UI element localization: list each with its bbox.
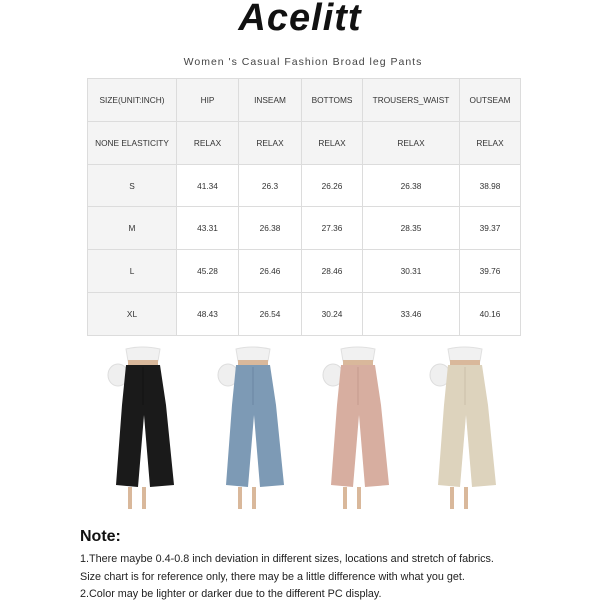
table-cell: 41.34 bbox=[177, 164, 239, 207]
header-hip: HIP bbox=[177, 79, 239, 122]
size-cell: M bbox=[88, 207, 177, 250]
note-line-2: Size chart is for reference only, there may be a little difference with what you get. bbox=[80, 571, 465, 583]
table-cell: 26.54 bbox=[239, 293, 302, 336]
elasticity-hip: RELAX bbox=[177, 121, 239, 164]
table-cell: 48.43 bbox=[177, 293, 239, 336]
table-elasticity-row bbox=[88, 121, 521, 164]
pants-shape bbox=[331, 365, 389, 487]
table-cell: 27.36 bbox=[302, 207, 363, 250]
table-cell: 30.31 bbox=[363, 250, 460, 293]
table-cell: 28.35 bbox=[363, 207, 460, 250]
size-chart-table bbox=[87, 78, 521, 336]
elasticity-inseam: RELAX bbox=[239, 121, 302, 164]
table-cell: 38.98 bbox=[460, 164, 521, 207]
note-line-1: 1.There maybe 0.4-0.8 inch deviation in different sizes, locations and stretch of fabrics. bbox=[80, 553, 494, 565]
pants-photo-khaki bbox=[420, 345, 508, 515]
product-subtitle: Women 's Casual Fashion Broad leg Pants bbox=[183, 56, 423, 68]
table-cell: 28.46 bbox=[302, 250, 363, 293]
note-line-3: 2.Color may be lighter or darker due to the different PC display. bbox=[80, 588, 382, 600]
pants-shape bbox=[116, 365, 174, 487]
size-cell: S bbox=[88, 164, 177, 207]
elasticity-waist: RELAX bbox=[363, 121, 460, 164]
table-row bbox=[88, 207, 521, 250]
table-row bbox=[88, 250, 521, 293]
table-cell: 26.26 bbox=[302, 164, 363, 207]
product-photos bbox=[90, 345, 510, 520]
table-cell: 26.38 bbox=[239, 207, 302, 250]
size-cell: L bbox=[88, 250, 177, 293]
header-trousers-waist: TROUSERS_WAIST bbox=[363, 79, 460, 122]
table-cell: 26.38 bbox=[363, 164, 460, 207]
header-size: SIZE(UNIT:INCH) bbox=[88, 79, 177, 122]
header-bottoms: BOTTOMS bbox=[302, 79, 363, 122]
header-outseam: OUTSEAM bbox=[460, 79, 521, 122]
table-cell: 40.16 bbox=[460, 293, 521, 336]
size-cell: XL bbox=[88, 293, 177, 336]
pants-shape bbox=[438, 365, 496, 487]
pants-photo-blue bbox=[208, 345, 296, 515]
header-inseam: INSEAM bbox=[239, 79, 302, 122]
table-header-row bbox=[88, 79, 521, 122]
table-cell: 39.37 bbox=[460, 207, 521, 250]
table-row bbox=[88, 164, 521, 207]
table-cell: 45.28 bbox=[177, 250, 239, 293]
pants-photo-pink bbox=[313, 345, 401, 515]
elasticity-outseam: RELAX bbox=[460, 121, 521, 164]
pants-shape bbox=[226, 365, 284, 487]
elasticity-label: NONE ELASTICITY bbox=[88, 121, 177, 164]
note-title: Note: bbox=[80, 528, 121, 545]
table-cell: 26.46 bbox=[239, 250, 302, 293]
table-cell: 30.24 bbox=[302, 293, 363, 336]
pants-photo-black bbox=[98, 345, 186, 515]
elasticity-bottoms: RELAX bbox=[302, 121, 363, 164]
table-cell: 39.76 bbox=[460, 250, 521, 293]
table-cell: 43.31 bbox=[177, 207, 239, 250]
brand-logo: Acelitt bbox=[238, 0, 362, 39]
table-cell: 33.46 bbox=[363, 293, 460, 336]
table-row bbox=[88, 293, 521, 336]
table-cell: 26.3 bbox=[239, 164, 302, 207]
